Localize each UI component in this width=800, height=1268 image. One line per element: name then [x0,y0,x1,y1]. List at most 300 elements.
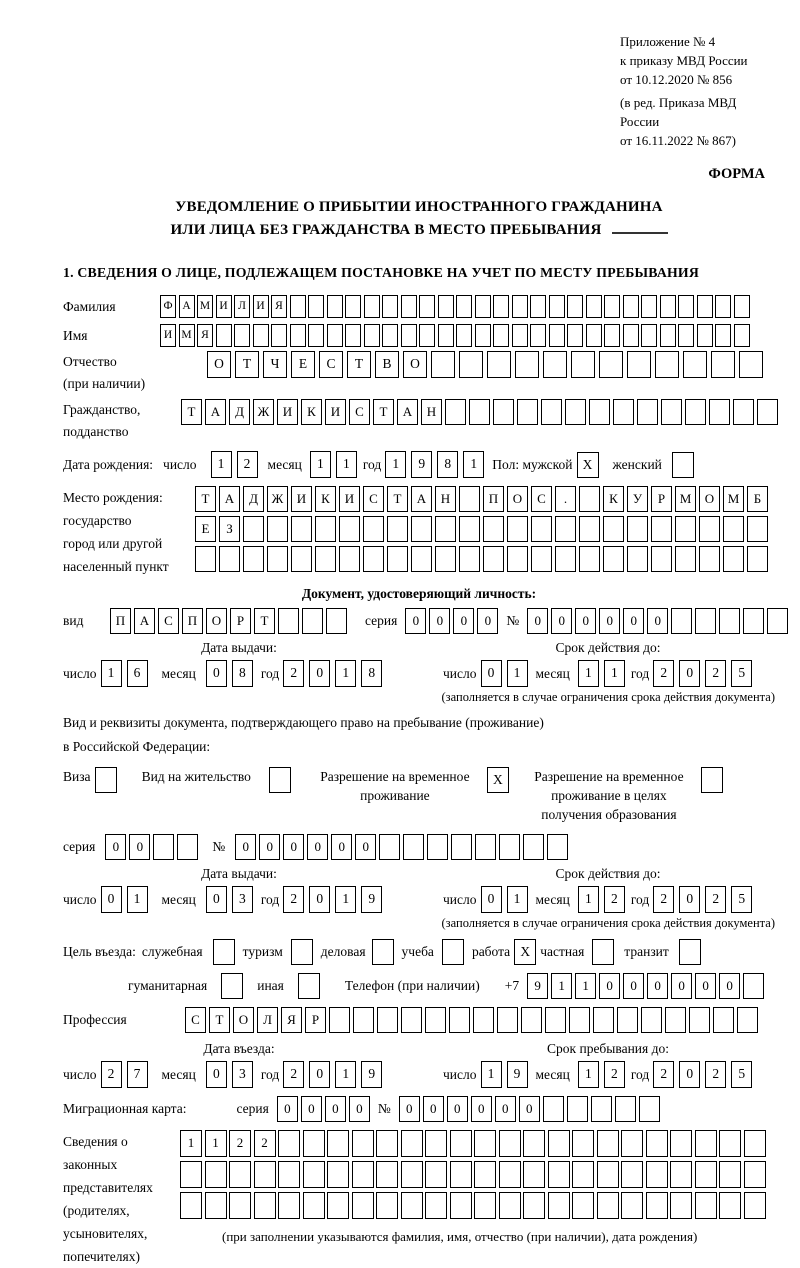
form-cell: Н [435,486,456,512]
form-cell [719,608,740,634]
purpose-work-checkbox[interactable] [514,939,536,965]
form-cell: Т [254,608,275,634]
form-cell [278,1192,300,1219]
form-cell [660,295,676,318]
form-cell [613,399,634,425]
form-cell: 1 [205,1130,227,1157]
sex-male-checkbox[interactable] [577,452,599,478]
form-cell: Е [195,516,216,542]
res-number-cells[interactable] [235,834,568,860]
form-cell [695,1192,717,1219]
profession-cells[interactable] [185,1007,758,1033]
form-cell [604,324,620,347]
form-cell [473,1007,494,1033]
year-label: год [260,891,280,907]
form-cell [543,351,567,378]
form-cell [459,546,480,572]
form-cell: И [291,486,312,512]
form-cell: 0 [259,834,280,860]
sex-female-checkbox[interactable] [672,452,694,478]
form-cell [219,546,240,572]
form-cell: 1 [180,1130,202,1157]
form-cell [302,608,323,634]
year-label: год [630,1066,650,1082]
form-cell [627,546,648,572]
form-cell [651,516,672,542]
form-cell: А [219,486,240,512]
patronymic-label: Отчество (при наличии) [63,354,146,391]
form-cell: 2 [254,1130,276,1157]
form-cell [431,351,455,378]
issue-date-label: Дата выдачи: [201,866,277,881]
mig-number-label: № [377,1101,391,1116]
form-cell [744,1130,766,1157]
form-cell [438,324,454,347]
form-cell [523,1192,545,1219]
form-cell [278,1130,300,1157]
form-cell [456,324,472,347]
form-cell: 0 [599,973,620,999]
form-cell: С [185,1007,206,1033]
form-cell [599,351,623,378]
form-cell: Д [229,399,250,425]
form-cell [329,1007,350,1033]
form-cell [425,1130,447,1157]
phone-cells[interactable] [527,973,764,999]
form-cell [493,295,509,318]
form-cell: И [325,399,346,425]
form-cell: 5 [731,660,752,687]
form-cell [661,399,682,425]
entry-day-cells[interactable] [101,1061,148,1088]
form-cell [401,1161,423,1188]
day-label: число [443,665,477,681]
form-cell [379,834,400,860]
purpose-humanitarian-checkbox[interactable] [221,973,243,999]
form-cell: Р [305,1007,326,1033]
appendix-reference [620,32,775,150]
form-cell [303,1192,325,1219]
res-issue-day-cells[interactable] [101,886,148,913]
form-cell [512,324,528,347]
form-cell: 1 [463,451,484,478]
form-cell: 1 [335,660,356,687]
form-cell [719,1130,741,1157]
phone-prefix: +7 [504,978,520,993]
form-cell: 0 [481,886,502,913]
surname-cells[interactable] [160,295,750,318]
form-cell [621,1161,643,1188]
form-cell: 2 [705,660,726,687]
form-cell: 0 [325,1096,346,1122]
form-cell [695,1161,717,1188]
form-cell [689,1007,710,1033]
doc-kind-label: вид [63,613,84,628]
form-cell: 2 [229,1130,251,1157]
form-cell [419,295,435,318]
form-cell: Р [230,608,251,634]
form-cell [459,516,480,542]
form-cell [699,516,720,542]
purpose-tourism-checkbox[interactable] [291,939,313,965]
doc-issue-year-cells[interactable] [283,660,382,687]
form-cell [475,834,496,860]
form-cell: 0 [206,660,227,687]
form-cell: 2 [283,886,304,913]
form-cell: 0 [647,608,668,634]
form-cell: У [627,486,648,512]
doc-issue-group [63,640,415,687]
form-cell [308,295,324,318]
form-cell: 1 [481,1061,502,1088]
form-cell: 0 [447,1096,468,1122]
form-cell [757,399,778,425]
form-cell: 7 [127,1061,148,1088]
form-cell: 1 [127,886,148,913]
doc-number-cells[interactable] [527,608,788,634]
form-cell [623,324,639,347]
form-cell [623,295,639,318]
form-cell [591,1096,612,1122]
purpose-tourism-label: туризм [242,944,283,959]
form-cell: Я [281,1007,302,1033]
form-cell: 1 [578,660,599,687]
form-cell: К [603,486,624,512]
form-cell: 0 [129,834,150,860]
citizenship-cells[interactable] [181,399,778,425]
form-cell: 8 [361,660,382,687]
form-title-line1: УВЕДОМЛЕНИЕ О ПРИБЫТИИ ИНОСТРАННОГО ГРАЖДАНИНА [175,199,663,215]
patronymic-cells[interactable] [207,351,763,378]
form-cell [377,1007,398,1033]
form-cell [747,516,768,542]
form-cell [589,399,610,425]
stay-year-cells[interactable] [653,1061,752,1088]
temp-residence-checkbox[interactable] [487,767,509,793]
form-cell [715,324,731,347]
appendix-line: Приложение № 4 [620,34,716,49]
doc-series-label: серия [365,613,398,628]
form-cell [298,973,320,999]
purpose-private-checkbox[interactable] [592,939,614,965]
birth-month-cells[interactable] [310,451,357,478]
form-cell [243,546,264,572]
form-cell [303,1161,325,1188]
res-issue-year-cells[interactable] [283,886,382,913]
doc-valid-year-cells[interactable] [653,660,752,687]
form-cell: 1 [385,451,406,478]
form-cell [427,834,448,860]
visa-checkbox[interactable] [95,767,117,793]
form-cell [541,399,562,425]
form-cell: X [487,767,509,793]
form-cell [549,295,565,318]
legal-rep-row2-cells[interactable] [180,1161,766,1188]
purpose-transit-label: транзит [624,944,669,959]
form-cell [547,834,568,860]
form-cell: О [507,486,528,512]
form-cell [425,1161,447,1188]
valid-until-label: Срок действия до: [555,866,661,881]
temp-residence-option [309,767,509,805]
form-cell: 0 [283,834,304,860]
form-cell: И [160,324,176,347]
residence-permit-option [142,767,291,793]
form-cell [579,546,600,572]
form-cell [670,1161,692,1188]
res-issue-month-cells[interactable] [206,886,253,913]
form-title-line2: ИЛИ ЛИЦА БЕЗ ГРАЖДАНСТВА В МЕСТО ПРЕБЫВАНИЯ [63,218,775,241]
form-cell: 2 [604,886,625,913]
form-cell [744,1161,766,1188]
residence-permit-checkbox[interactable] [269,767,291,793]
form-cell [450,1161,472,1188]
form-cell: 3 [232,886,253,913]
purpose-other-checkbox[interactable] [298,973,320,999]
phone-label: Телефон (при наличии) [344,978,480,993]
form-cell: Ф [160,295,176,318]
form-cell: 1 [336,451,357,478]
form-cell: 1 [101,660,122,687]
doc-valid-day-cells[interactable] [481,660,528,687]
form-cell [205,1161,227,1188]
purpose-official-label: служебная [141,944,203,959]
visa-option [63,767,117,793]
day-label: число [63,1066,97,1082]
birth-place-label: Место рождения: государство город или другой населенный пункт [63,490,169,574]
purpose-transit-checkbox[interactable] [679,939,701,965]
form-cell: 0 [599,608,620,634]
form-cell: 0 [423,1096,444,1122]
form-cell [604,295,620,318]
res-number-label: № [212,839,226,854]
birth-place-grid [195,486,775,576]
form-cell [675,516,696,542]
form-cell [475,324,491,347]
form-cell: 0 [405,608,426,634]
form-cell [411,546,432,572]
form-cell: 0 [307,834,328,860]
form-cell [572,1130,594,1157]
mig-number-cells[interactable] [399,1096,660,1122]
form-cell [234,324,250,347]
form-cell: А [134,608,155,634]
form-cell: 0 [719,973,740,999]
form-cell: 1 [507,660,528,687]
form-cell [548,1161,570,1188]
stay-month-cells[interactable] [578,1061,625,1088]
legal-rep-row1-cells[interactable] [180,1130,766,1157]
form-cell [483,546,504,572]
entry-date-group [63,1041,415,1088]
form-cell [548,1192,570,1219]
doc-kind-cells[interactable] [110,608,347,634]
form-cell [499,1130,521,1157]
birth-place-row3-cells[interactable] [195,546,768,572]
res-valid-day-cells[interactable] [481,886,528,913]
form-cell [483,516,504,542]
res-valid-group [443,866,773,913]
purpose-private-label: частная [540,944,585,959]
form-cell: 9 [507,1061,528,1088]
title-blank-line [612,218,668,234]
form-cell [435,516,456,542]
form-cell [278,1161,300,1188]
form-cell: 0 [309,660,330,687]
purpose-official-checkbox[interactable] [213,939,235,965]
stay-until-label: Срок пребывания до: [547,1041,669,1056]
mig-series-cells[interactable] [277,1096,370,1122]
doc-valid-month-cells[interactable] [578,660,625,687]
form-cell [327,1161,349,1188]
entry-year-cells[interactable] [283,1061,382,1088]
form-cell [315,516,336,542]
form-cell: X [577,452,599,478]
form-cell [474,1192,496,1219]
form-cell [475,295,491,318]
legal-rep-row3-cells[interactable] [180,1192,766,1219]
legal-rep-grid [180,1130,775,1249]
res-issue-group [63,866,415,913]
form-cell [627,516,648,542]
form-cell [567,295,583,318]
form-cell [617,1007,638,1033]
given-name-cells[interactable] [160,324,750,347]
form-cell [665,1007,686,1033]
form-cell [586,295,602,318]
form-cell: 0 [309,1061,330,1088]
form-cell [734,295,750,318]
form-cell: О [233,1007,254,1033]
form-cell: А [397,399,418,425]
form-cell [459,351,483,378]
form-cell [419,324,435,347]
form-cell [655,351,679,378]
res-valid-month-cells[interactable] [578,886,625,913]
form-cell [229,1161,251,1188]
form-cell: 0 [647,973,668,999]
form-cell [469,399,490,425]
form-cell [597,1192,619,1219]
form-cell [646,1161,668,1188]
day-label: число [63,891,97,907]
form-cell: Е [291,351,315,378]
form-cell: 0 [355,834,376,860]
form-cell [767,608,788,634]
month-label: месяц [161,891,196,907]
form-cell [672,452,694,478]
form-cell [372,939,394,965]
form-cell [621,1130,643,1157]
form-cell [445,399,466,425]
doc-issue-month-cells[interactable] [206,660,253,687]
form-cell [345,324,361,347]
birth-day-cells[interactable] [211,451,258,478]
form-cell [646,1192,668,1219]
form-cell: 2 [653,660,674,687]
entry-month-cells[interactable] [206,1061,253,1088]
doc-issue-day-cells[interactable] [101,660,148,687]
form-cell [521,1007,542,1033]
form-cell [269,767,291,793]
temp-residence-label: Разрешение на временное проживание [320,769,470,803]
birth-place-row1-cells[interactable] [195,486,768,512]
form-cell [715,295,731,318]
form-cell: С [319,351,343,378]
form-cell: 0 [679,660,700,687]
year-label: год [362,456,382,472]
month-label: месяц [267,456,302,472]
form-cell [637,399,658,425]
form-cell [363,516,384,542]
form-cell [711,351,735,378]
form-cell: А [411,486,432,512]
form-cell [678,324,694,347]
form-cell: 0 [206,1061,227,1088]
form-cell: 1 [551,973,572,999]
form-cell [651,546,672,572]
birth-year-cells[interactable] [385,451,484,478]
form-cell: 2 [283,1061,304,1088]
month-label: месяц [535,891,570,907]
form-cell: X [514,939,536,965]
identity-doc-heading: Документ, удостоверяющий личность: [301,586,537,601]
form-cell [678,295,694,318]
form-cell [352,1192,374,1219]
res-valid-year-cells[interactable] [653,886,752,913]
stay-day-cells[interactable] [481,1061,528,1088]
form-cell [739,351,763,378]
form-cell: А [179,295,195,318]
form-cell: 9 [527,973,548,999]
form-cell: М [197,295,213,318]
form-cell: 0 [481,660,502,687]
form-cell [95,767,117,793]
form-cell: В [375,351,399,378]
form-cell [531,546,552,572]
form-cell [531,516,552,542]
form-cell [493,324,509,347]
form-cell: Ж [253,399,274,425]
purpose-business-checkbox[interactable] [372,939,394,965]
form-cell: Т [209,1007,230,1033]
form-cell [517,399,538,425]
form-cell [737,1007,758,1033]
form-cell [308,324,324,347]
birth-place-row2-cells[interactable] [195,516,768,542]
purpose-study-checkbox[interactable] [442,939,464,965]
form-cell [499,1161,521,1188]
form-cell [438,295,454,318]
form-cell: 0 [519,1096,540,1122]
temp-residence-edu-checkbox[interactable] [701,767,723,793]
form-cell [743,973,764,999]
form-cell [747,546,768,572]
form-cell: 6 [127,660,148,687]
form-cell [515,351,539,378]
form-cell [615,1096,636,1122]
res-series-cells[interactable] [105,834,198,860]
form-cell [290,295,306,318]
form-cell [180,1192,202,1219]
form-cell: П [483,486,504,512]
form-cell [671,608,692,634]
form-cell: 0 [623,973,644,999]
form-cell [376,1130,398,1157]
doc-series-cells[interactable] [405,608,498,634]
form-cell [177,834,198,860]
form-cell [327,324,343,347]
